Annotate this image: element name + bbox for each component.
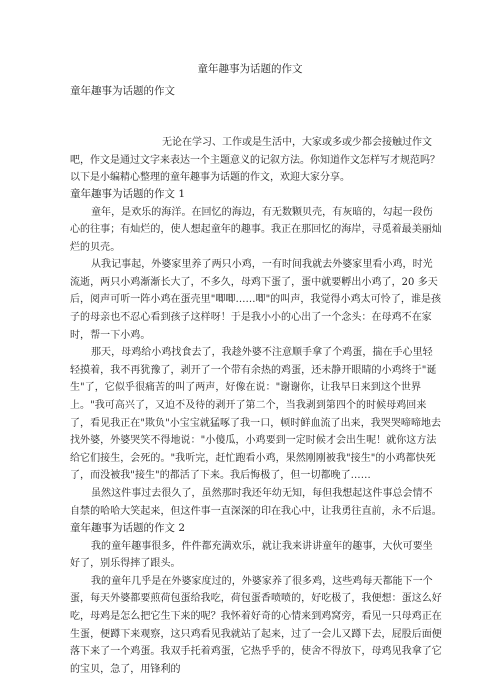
page-title: 童年趣事为话题的作文 xyxy=(197,63,303,75)
intro-paragraph: 无论在学习、工作或是生活中，大家或多或少都会接触过作文吧，作文是通过文字来表达一个主题意义的记叙方法。你知道作文怎样写才规范吗？以下是小编精心整理的童年趣事为话题的作文，欢迎大家分享。 xyxy=(70,137,440,183)
page-subtitle: 童年趣事为话题的作文 xyxy=(70,85,175,97)
section-2-heading: 童年趣事为话题的作文 2 xyxy=(70,522,186,535)
section-1-paragraph: 童年，是欢乐的海洋。在回忆的海边，有无数颗贝壳，有灰暗的，勾起一段伤心的往事；有灿烂的，使人想起童年的趣事。我正在那回忆的海岸，寻觅着最美丽灿烂的贝壳。 xyxy=(70,206,442,253)
section-1-paragraph: 虽然这件事过去很久了，虽然那时我还年幼无知，每但我想起这件事总会情不自禁的哈哈大笑起来，但这件事一直深深的印在我心中，让我勇往直前，永不后退。 xyxy=(70,488,442,517)
article-body xyxy=(70,186,442,678)
section-1-paragraph: 从我记事起，外婆家里养了两只小鸡，一有时间我就去外婆家里看小鸡，时光流逝，两只小鸡渐渐长大了，不多久，母鸡下蛋了，蛋中就要孵出小鸡了，20 多天后，阅声可听一阵小鸡在蛋壳里"唧唧……唧"的叫声，我觉得小鸡太可怜了，谁是孩子的母亲也不忍心看到孩子这样呀！于是我小小的心出了一个念头：在母鸡不在家时，帮一下小鸡。 xyxy=(70,259,442,341)
section-2-paragraph: 我的童年趣事很多，件件都充满欢乐，就让我来讲讲童年的趣事，大伙可要坐好了，别乐得摔了跟头。 xyxy=(70,540,433,570)
section-1-paragraph: 那天，母鸡给小鸡找食去了，我趁外婆不注意顺手拿了个鸡蛋，揣在手心里轻轻摸着，我不再犹豫了，剥开了一个带有余热的鸡蛋，还未静开眼睛的小鸡终于"诞生"了，它似乎很痛苦的叫了两声，好像在说："谢谢你，让我早日来到这个世界上。"我可高兴了，又迫不及待的剥开了第二个，当我剥到第四个的时候母鸡回来了，看见我正在"欺负"小宝宝就猛啄了我一口，顿时鲜血流了出来，我哭哭啼啼地去找外婆，外婆哭笑不得地说："小傻瓜，小鸡要到一定时候才会出生呢！就你这方法给它们接生，会死的。"我听完，赶忙跑看小鸡，果然刚刚被我"接生"的小鸡都快死了，而没被我"接生"的都活了下来。我后悔极了，但一切都晚了…… xyxy=(70,347,442,482)
section-1-heading: 童年趣事为话题的作文 1 xyxy=(70,188,186,200)
section-2-paragraph: 我的童年几乎是在外婆家度过的，外婆家养了很多鸡，这些鸡每天都能下一个蛋，每天外婆都要煎荷包蛋给我吃，荷包蛋香喷喷的，好吃极了，我便想：蛋这么好吃，母鸡是怎么把它生下来的呢？我怀着好奇的心情来到鸡窝旁，看见一只母鸡正在生蛋，便蹲下来观察，这只鸡看见我就站了起来，过了一会儿又蹲下去，屁股后面便落下来了一个鸡蛋。我双手托着鸡蛋，它热乎乎的，使舍不得放下，母鸡见我拿了它的宝贝，急了，用锋利的 xyxy=(70,575,442,675)
